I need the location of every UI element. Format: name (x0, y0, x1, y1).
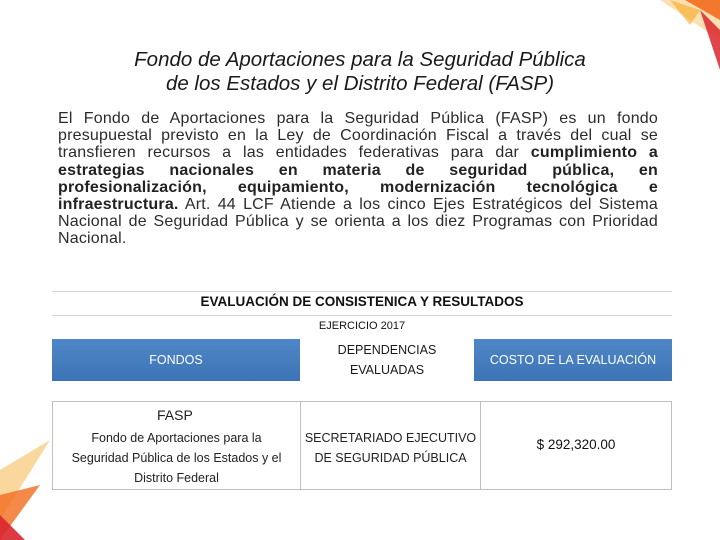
table-title: EVALUACIÓN DE CONSISTENICA Y RESULTADOS (200, 294, 524, 309)
table-subtitle: EJERCICIO 2017 (318, 320, 406, 332)
page-title (50, 48, 670, 96)
fondo-line-1: Fondo de Aportaciones para la (91, 431, 262, 445)
description-bold-text: cumplimiento a estrategias nacionales en materia de seguridad pública, en profesionalización, equipamiento, modernización tecnológica e infraestructura. (58, 144, 658, 214)
description-paragraph (58, 110, 658, 248)
cell-fondo (53, 402, 301, 489)
title-line-1: Fondo de Aportaciones para la Seguridad Pública (134, 48, 586, 71)
fondo-line-3: Distrito Federal (134, 471, 219, 485)
header-dependencias-line-2: EVALUADAS (349, 363, 425, 377)
description-text: El Fondo de Aportaciones para la Seguridad Pública (FASP) es un fondo presupuestal previsto en la Ley de Coordinación Fiscal a través del cual se transfieren recursos a las entidades federativas para dar (58, 110, 658, 162)
fondo-description (53, 428, 300, 488)
table-title-divider (52, 315, 672, 316)
description-text-end: Art. 44 LCF Atiende a los cinco Ejes Estratégicos del Sistema Nacional de Seguridad Pública y se orienta a los diez Programas con Prioridad Nacional. (58, 196, 658, 248)
header-dependencias-line-1: DEPENDENCIAS (337, 343, 437, 357)
table-row (52, 401, 672, 490)
table-header-row (52, 339, 672, 381)
dependencia-line-1: SECRETARIADO EJECUTIVO (304, 431, 477, 445)
table-top-divider (52, 291, 672, 292)
header-dependencias (300, 339, 474, 381)
dependencia-line-2: DE SEGURIDAD PÚBLICA (314, 451, 467, 465)
cell-dependencia (301, 402, 481, 489)
fondo-short-name: FASP (157, 407, 193, 423)
title-line-2: de los Estados y el Distrito Federal (FASP) (165, 72, 555, 95)
cell-costo: $ 292,320.00 (536, 437, 616, 452)
bottom-left-decoration (0, 440, 60, 540)
header-fondos: FONDOS (52, 339, 300, 381)
fondo-line-2: Seguridad Pública de los Estados y el (71, 451, 282, 465)
header-costo: COSTO DE LA EVALUACIÓN (474, 339, 672, 381)
